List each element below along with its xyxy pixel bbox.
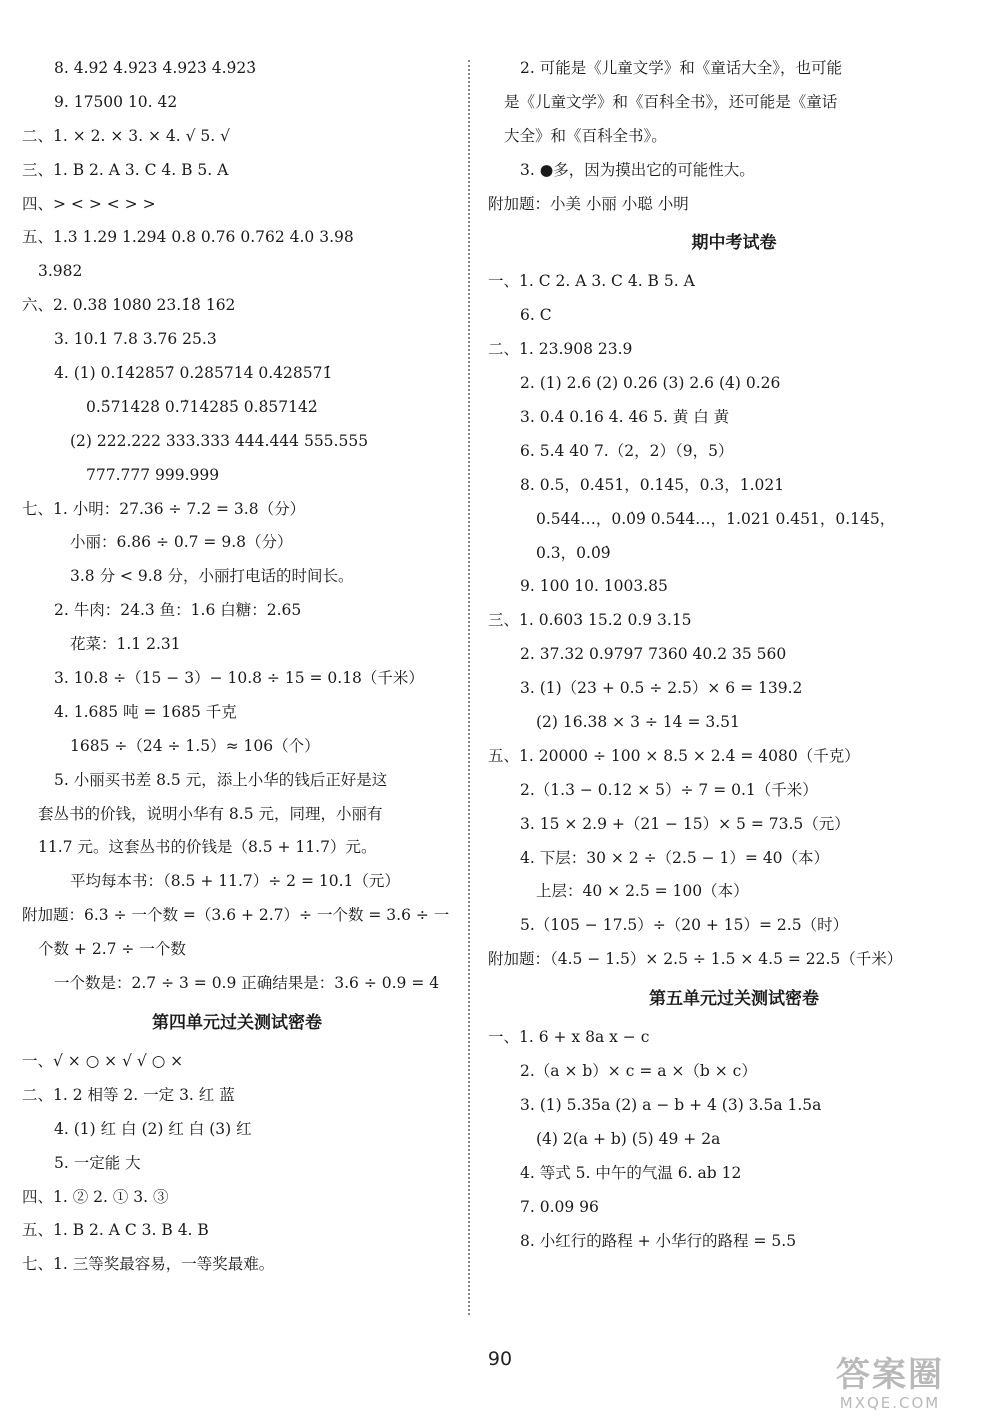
answer-line: 5. 一定能 大 <box>54 1153 141 1172</box>
answer-line: 5.（105 − 17.5）÷（20 + 15）= 2.5（时） <box>520 916 849 935</box>
answer-line: 4. 等式 5. 中午的气温 6. ab 12 <box>520 1163 742 1182</box>
answer-line: 3.8 分 < 9.8 分，小丽打电话的时间长。 <box>70 567 354 586</box>
answer-line: 四、> < > < > > <box>22 194 156 213</box>
left-answer-column <box>22 52 452 1282</box>
answer-line: 5. 小丽买书差 8.5 元，添上小华的钱后正好是这 <box>54 770 388 789</box>
answer-line: 五、1.3 1.29 1.294 0.8 0.76 0.762 4.0 3.98 <box>22 228 354 247</box>
answer-line: (2) 222.222 333.333 444.444 555.555 <box>70 431 369 450</box>
answer-line: 花菜：1.1 2.31 <box>70 635 181 654</box>
section-heading: 第四单元过关测试密卷 <box>152 1012 322 1033</box>
answer-line: 四、1. ② 2. ① 3. ③ <box>22 1187 169 1206</box>
answer-line: (2) 16.38 × 3 ÷ 14 = 3.51 <box>536 713 740 732</box>
answer-line: 3. 10.8 ÷（15 − 3）− 10.8 ÷ 15 = 0.18（千米） <box>54 669 424 688</box>
page-number: 90 <box>487 1348 513 1370</box>
answer-line: 二、1. 2 相等 2. 一定 3. 红 蓝 <box>22 1085 235 1104</box>
answer-line: 3. ●多，因为摸出它的可能性大。 <box>520 160 755 179</box>
watermark-text: 答案圈 <box>836 1355 944 1395</box>
answer-line: 一、√ × ○ × √ √ ○ × <box>22 1051 184 1070</box>
answer-line: 6. C <box>520 306 552 325</box>
answer-line: 3. (1)（23 + 0.5 ÷ 2.5）× 6 = 139.2 <box>520 679 803 698</box>
answer-line: 七、1. 三等奖最容易，一等奖最难。 <box>22 1255 275 1274</box>
answer-line: 附加题：（4.5 − 1.5）× 2.5 ÷ 1.5 × 4.5 = 22.5（千米） <box>488 950 903 969</box>
answer-line: 附加题：小美 小丽 小聪 小明 <box>488 194 689 213</box>
right-answer-column <box>488 52 980 1258</box>
answer-line: 9. 100 10. 1003.85 <box>520 577 668 596</box>
answer-line: 7. 0.09 96 <box>520 1197 599 1216</box>
answer-line: 4. 下层：30 × 2 ÷（2.5 − 1）= 40（本） <box>520 848 830 867</box>
answer-line: 二、1. 23.908 23.9 <box>488 340 633 359</box>
section-heading: 第五单元过关测试密卷 <box>649 989 819 1010</box>
answer-line: 2.（a × b）× c = a ×（b × c） <box>520 1062 757 1081</box>
section-heading: 期中考试卷 <box>691 233 777 254</box>
answer-line: 五、1. B 2. A C 3. B 4. B <box>22 1221 209 1240</box>
answer-line: 七、1. 小明：27.36 ÷ 7.2 = 3.8（分） <box>22 499 306 518</box>
answer-line: 一、1. 6 + x 8a x − c <box>488 1028 650 1047</box>
answer-line: 6. 5.4 40 7.（2，2）（9，5） <box>520 441 734 460</box>
answer-line: 0.3，0.0̇9̇ <box>536 543 611 562</box>
answer-line: 平均每本书：（8.5 + 11.7）÷ 2 = 10.1（元） <box>70 872 400 891</box>
answer-line: 二、1. × 2. × 3. × 4. √ 5. √ <box>22 126 231 145</box>
answer-line: 1685 ÷（24 ÷ 1.5）≈ 106（个） <box>70 736 320 755</box>
answer-line: 六、2. 0.38 1080 23.1̇8̇ 162 <box>22 296 236 315</box>
answer-line: 3.982 <box>38 262 83 281</box>
answer-line: 8. 4.92̇ 4.923 4.92̇3̇ 4.9̇23̇ <box>54 59 257 77</box>
answer-line: 2.（1.3 − 0.12 × 5）÷ 7 = 0.1（千米） <box>520 780 818 799</box>
answer-line: 2. (1) 2.6 (2) 0.26 (3) 2.6 (4) 0.26 <box>520 374 781 393</box>
answer-line: 3. (1) 5.35a (2) a − b + 4 (3) 3.5a 1.5a <box>520 1095 822 1114</box>
answer-line: 4. (1) 红 白 (2) 红 白 (3) 红 <box>54 1119 252 1138</box>
answer-line: 0.544…，0.0̇9̇ 0.544…，1.021 0.451，0.145， <box>536 509 896 528</box>
watermark-logo <box>800 1356 980 1414</box>
answer-line: 2. 37.32 0.9797 7360 40.2 35 560 <box>520 645 787 664</box>
answer-line: 4. 1.685 吨 = 1685 千克 <box>54 702 237 721</box>
answer-line: 8. 0.5，0.451，0.145，0.3，1.021 <box>520 475 785 494</box>
answer-line: 大全》和《百科全书》。 <box>504 126 667 145</box>
answer-line: 4. (1) 0.1̇42857̇ 0.2̇85714̇ 0.4̇28571̇ <box>54 364 333 383</box>
answer-line: 个数 + 2.7 ÷ 一个数 <box>38 940 186 959</box>
answer-line: 三、1. B 2. A 3. C 4. B 5. A <box>22 160 229 179</box>
answer-line: 8. 小红行的路程 + 小华行的路程 = 5.5 <box>520 1231 797 1250</box>
answer-line: 一个数是：2.7 ÷ 3 = 0.9 正确结果是：3.6 ÷ 0.9 = 4 <box>54 974 440 993</box>
answer-line: 11.7 元。这套丛书的价钱是（8.5 + 11.7）元。 <box>38 838 377 857</box>
answer-line: 9. 17500 10. 42 <box>54 92 178 111</box>
answer-line: 3. 0.4 0.16 4. 46 5. 黄 白 黄 <box>520 408 730 427</box>
answer-line: 小丽：6.86 ÷ 0.7 = 9.8（分） <box>70 533 293 552</box>
answer-line: 上层：40 × 2.5 = 100（本） <box>536 882 749 901</box>
watermark-url: MXQE.COM <box>839 1394 941 1412</box>
answer-line: 3. 15 × 2.9 +（21 − 15）× 5 = 73.5（元） <box>520 814 850 833</box>
answer-line: 2. 牛肉：24.3 鱼：1.6 白糖：2.65 <box>54 601 302 620</box>
answer-line: 是《儿童文学》和《百科全书》，还可能是《童话 <box>504 92 838 111</box>
answer-line: 套丛书的价钱，说明小华有 8.5 元，同理，小丽有 <box>38 804 383 823</box>
answer-line: 一、1. C 2. A 3. C 4. B 5. A <box>488 272 695 291</box>
answer-line: (4) 2(a + b) (5) 49 + 2a <box>536 1129 721 1148</box>
answer-line: 777.777 999.999 <box>86 465 220 484</box>
answer-line: 五、1. 20000 ÷ 100 × 8.5 × 2.4 = 4080（千克） <box>488 746 860 765</box>
answer-line: 附加题：6.3 ÷ 一个数 =（3.6 + 2.7）÷ 一个数 = 3.6 ÷ 一 <box>22 906 450 925</box>
answer-line: 三、1. 0.603 15.2 0.9 3.15 <box>488 611 692 630</box>
answer-line: 3. 10.1 7.8 3.76 25.3 <box>54 330 217 349</box>
answer-line: 2. 可能是《儿童文学》和《童话大全》，也可能 <box>520 59 842 77</box>
answer-line: 0.5̇71428̇ 0.7̇14285̇ 0.8̇57142̇ <box>86 397 318 416</box>
column-divider <box>468 60 470 1315</box>
